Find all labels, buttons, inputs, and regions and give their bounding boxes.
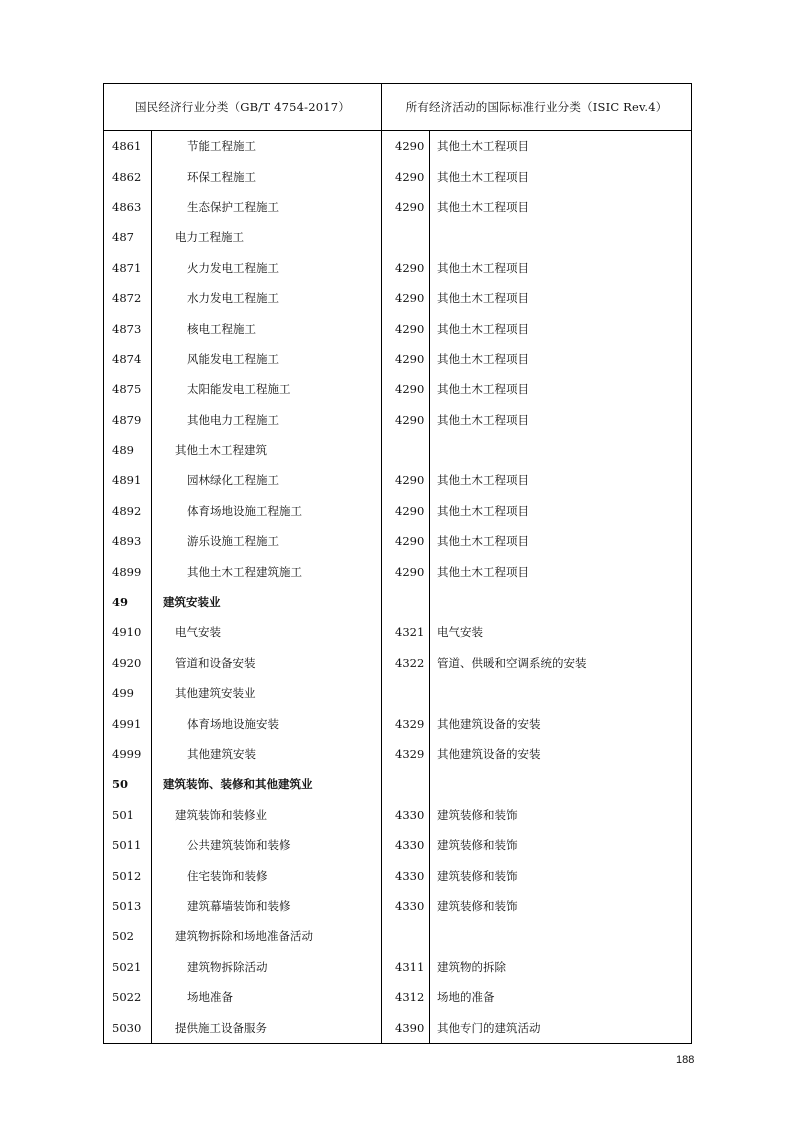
isic-code: 4290	[382, 131, 430, 162]
isic-code: 4290	[382, 192, 430, 222]
isic-name	[430, 921, 692, 951]
gbt-name: 环保工程施工	[152, 161, 382, 191]
isic-code: 4321	[382, 617, 430, 647]
isic-code: 4311	[382, 952, 430, 982]
table-row	[104, 1012, 692, 1043]
page-number: 188	[676, 1054, 695, 1066]
gbt-code: 4991	[104, 708, 152, 738]
table-row	[104, 435, 692, 465]
isic-code: 4322	[382, 648, 430, 678]
classification-table	[103, 83, 692, 1044]
gbt-code: 4899	[104, 556, 152, 586]
table-row	[104, 982, 692, 1012]
isic-name: 其他土木工程项目	[430, 313, 692, 343]
table-row	[104, 708, 692, 738]
isic-code	[382, 587, 430, 617]
isic-name: 建筑物的拆除	[430, 952, 692, 982]
isic-name: 其他土木工程项目	[430, 192, 692, 222]
isic-code	[382, 678, 430, 708]
gbt-code: 4879	[104, 405, 152, 435]
isic-name: 其他土木工程项目	[430, 405, 692, 435]
isic-name: 建筑装修和装饰	[430, 800, 692, 830]
gbt-name: 建筑幕墙装饰和装修	[152, 891, 382, 921]
gbt-name: 风能发电工程施工	[152, 344, 382, 374]
table-row	[104, 374, 692, 404]
gbt-name: 游乐设施工程施工	[152, 526, 382, 556]
table-row	[104, 587, 692, 617]
gbt-name: 建筑物拆除活动	[152, 952, 382, 982]
header-gbt: 国民经济行业分类（GB/T 4754-2017）	[104, 84, 382, 131]
gbt-name: 园林绿化工程施工	[152, 465, 382, 495]
gbt-name: 建筑装饰和装修业	[152, 800, 382, 830]
isic-name	[430, 222, 692, 252]
gbt-code: 4862	[104, 161, 152, 191]
table-row	[104, 131, 692, 162]
isic-code: 4290	[382, 253, 430, 283]
gbt-name: 建筑物拆除和场地准备活动	[152, 921, 382, 951]
gbt-name: 公共建筑装饰和装修	[152, 830, 382, 860]
isic-name	[430, 587, 692, 617]
table-row	[104, 344, 692, 374]
isic-code: 4290	[382, 496, 430, 526]
gbt-code: 50	[104, 769, 152, 799]
header-isic: 所有经济活动的国际标准行业分类（ISIC Rev.4）	[382, 84, 692, 131]
isic-name	[430, 769, 692, 799]
gbt-name: 电力工程施工	[152, 222, 382, 252]
table-row	[104, 496, 692, 526]
isic-code	[382, 435, 430, 465]
isic-code: 4390	[382, 1012, 430, 1043]
gbt-name: 核电工程施工	[152, 313, 382, 343]
table-row	[104, 952, 692, 982]
gbt-name: 其他土木工程建筑施工	[152, 556, 382, 586]
gbt-name: 建筑装饰、装修和其他建筑业	[152, 769, 382, 799]
gbt-code: 502	[104, 921, 152, 951]
isic-code: 4330	[382, 860, 430, 890]
table-row	[104, 465, 692, 495]
isic-code: 4329	[382, 708, 430, 738]
table-row	[104, 617, 692, 647]
table-row	[104, 192, 692, 222]
table-row	[104, 678, 692, 708]
gbt-code: 4871	[104, 253, 152, 283]
gbt-name: 体育场地设施工程施工	[152, 496, 382, 526]
isic-name: 其他土木工程项目	[430, 496, 692, 526]
isic-code	[382, 921, 430, 951]
gbt-code: 489	[104, 435, 152, 465]
table-row	[104, 739, 692, 769]
gbt-name: 管道和设备安装	[152, 648, 382, 678]
gbt-code: 4873	[104, 313, 152, 343]
isic-name: 其他土木工程项目	[430, 374, 692, 404]
gbt-code: 4893	[104, 526, 152, 556]
gbt-code: 4861	[104, 131, 152, 162]
gbt-name: 生态保护工程施工	[152, 192, 382, 222]
table-row	[104, 526, 692, 556]
isic-name: 其他土木工程项目	[430, 131, 692, 162]
isic-name: 其他建筑设备的安装	[430, 739, 692, 769]
isic-code	[382, 769, 430, 799]
gbt-name: 建筑安装业	[152, 587, 382, 617]
gbt-code: 4920	[104, 648, 152, 678]
table-body	[104, 84, 692, 1044]
gbt-code: 5012	[104, 860, 152, 890]
gbt-name: 其他电力工程施工	[152, 405, 382, 435]
isic-code	[382, 222, 430, 252]
gbt-code: 4872	[104, 283, 152, 313]
isic-name: 管道、供暖和空调系统的安装	[430, 648, 692, 678]
table-row	[104, 921, 692, 951]
isic-name: 电气安装	[430, 617, 692, 647]
isic-name: 建筑装修和装饰	[430, 891, 692, 921]
gbt-name: 火力发电工程施工	[152, 253, 382, 283]
isic-name	[430, 678, 692, 708]
isic-code: 4312	[382, 982, 430, 1012]
gbt-code: 4874	[104, 344, 152, 374]
gbt-code: 5022	[104, 982, 152, 1012]
table-row	[104, 222, 692, 252]
table-row	[104, 405, 692, 435]
table-row	[104, 648, 692, 678]
gbt-code: 487	[104, 222, 152, 252]
isic-code: 4330	[382, 800, 430, 830]
isic-name: 其他土木工程项目	[430, 283, 692, 313]
isic-code: 4290	[382, 313, 430, 343]
table-row	[104, 313, 692, 343]
table-row	[104, 830, 692, 860]
gbt-name: 场地准备	[152, 982, 382, 1012]
gbt-name: 其他土木工程建筑	[152, 435, 382, 465]
isic-code: 4329	[382, 739, 430, 769]
isic-name: 其他土木工程项目	[430, 465, 692, 495]
isic-name: 其他专门的建筑活动	[430, 1012, 692, 1043]
isic-name: 建筑装修和装饰	[430, 830, 692, 860]
gbt-code: 5013	[104, 891, 152, 921]
isic-name: 其他土木工程项目	[430, 161, 692, 191]
gbt-code: 5021	[104, 952, 152, 982]
table-row	[104, 556, 692, 586]
gbt-name: 太阳能发电工程施工	[152, 374, 382, 404]
gbt-code: 501	[104, 800, 152, 830]
isic-code: 4290	[382, 344, 430, 374]
isic-name	[430, 435, 692, 465]
gbt-name: 其他建筑安装	[152, 739, 382, 769]
table-row	[104, 161, 692, 191]
isic-code: 4290	[382, 526, 430, 556]
isic-code: 4290	[382, 465, 430, 495]
gbt-code: 499	[104, 678, 152, 708]
isic-name: 其他土木工程项目	[430, 344, 692, 374]
isic-name: 其他土木工程项目	[430, 526, 692, 556]
gbt-code: 4910	[104, 617, 152, 647]
gbt-name: 其他建筑安装业	[152, 678, 382, 708]
table-row	[104, 253, 692, 283]
gbt-code: 4999	[104, 739, 152, 769]
table-row	[104, 800, 692, 830]
isic-name: 其他建筑设备的安装	[430, 708, 692, 738]
gbt-name: 电气安装	[152, 617, 382, 647]
table-header-row	[104, 84, 692, 131]
table-row	[104, 860, 692, 890]
table-row	[104, 283, 692, 313]
gbt-code: 4875	[104, 374, 152, 404]
gbt-code: 4891	[104, 465, 152, 495]
gbt-name: 提供施工设备服务	[152, 1012, 382, 1043]
table-row	[104, 769, 692, 799]
isic-code: 4330	[382, 830, 430, 860]
gbt-code: 4863	[104, 192, 152, 222]
isic-code: 4290	[382, 283, 430, 313]
gbt-name: 水力发电工程施工	[152, 283, 382, 313]
isic-name: 其他土木工程项目	[430, 253, 692, 283]
gbt-code: 5030	[104, 1012, 152, 1043]
gbt-code: 5011	[104, 830, 152, 860]
isic-code: 4330	[382, 891, 430, 921]
gbt-code: 4892	[104, 496, 152, 526]
isic-code: 4290	[382, 374, 430, 404]
gbt-name: 体育场地设施安装	[152, 708, 382, 738]
isic-name: 其他土木工程项目	[430, 556, 692, 586]
table-row	[104, 891, 692, 921]
gbt-code: 49	[104, 587, 152, 617]
gbt-name: 住宅装饰和装修	[152, 860, 382, 890]
isic-code: 4290	[382, 405, 430, 435]
isic-name: 建筑装修和装饰	[430, 860, 692, 890]
isic-name: 场地的准备	[430, 982, 692, 1012]
isic-code: 4290	[382, 161, 430, 191]
isic-code: 4290	[382, 556, 430, 586]
gbt-name: 节能工程施工	[152, 131, 382, 162]
